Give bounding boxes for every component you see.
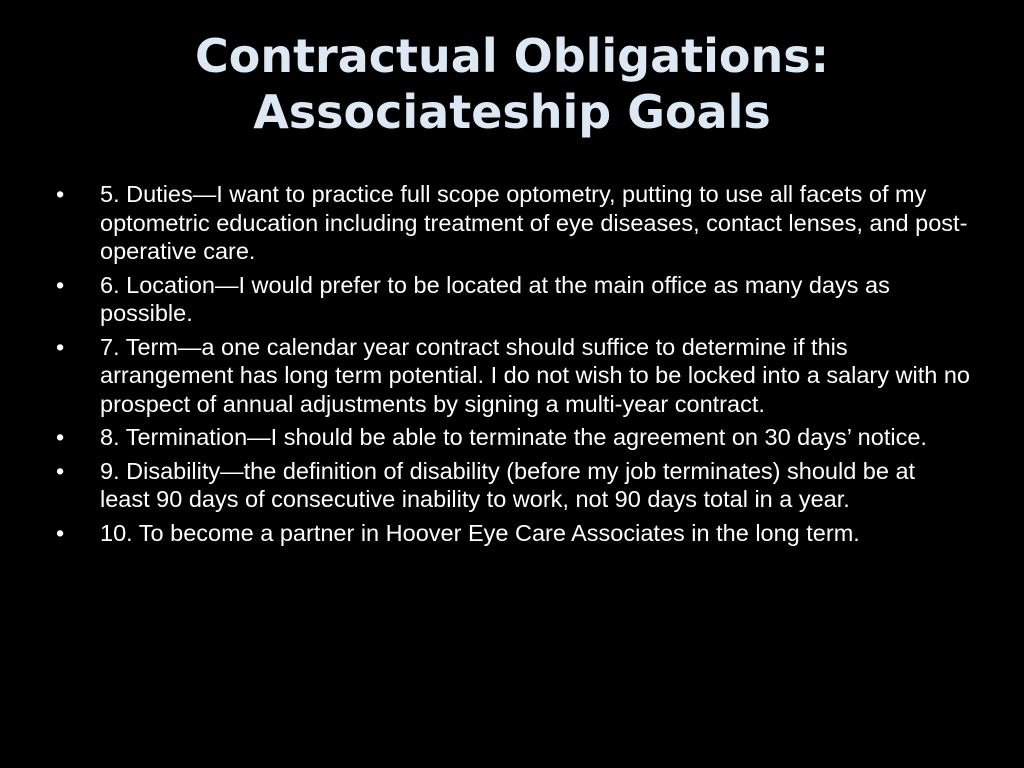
bullet-icon: • [56, 181, 65, 207]
bullet-icon: • [56, 424, 65, 450]
bullet-item-location [56, 271, 971, 328]
slide-title [0, 28, 1024, 140]
bullet-text: 5. Duties—I want to practice full scope optometry, putting to use all facets of my optometric education including treatment of eye diseases, contact lenses, and post-operative care. [100, 181, 968, 264]
bullet-item-disability [56, 457, 971, 514]
bullet-icon: • [56, 519, 65, 546]
bullet-text: 10. To become a partner in Hoover Eye Care Associates in the long term. [100, 519, 860, 546]
bullet-item-duties [56, 180, 971, 266]
bullet-list [56, 180, 971, 552]
bullet-icon: • [56, 271, 65, 298]
title-line-2: Associateship Goals [253, 85, 771, 139]
bullet-icon: • [56, 333, 65, 360]
bullet-text: 8. Termination—I should be able to terminate the agreement on 30 days’ notice. [100, 424, 927, 450]
title-line-1: Contractual Obligations: [194, 29, 830, 83]
bullet-icon: • [56, 457, 65, 484]
bullet-item-partner [56, 519, 971, 548]
bullet-text: 9. Disability—the definition of disability (before my job terminates) should be at least 90 days of consecutive inability to work, not 90 days total in a year. [100, 457, 916, 512]
bullet-text: 7. Term—a one calendar year contract should suffice to determine if this arrangement has long term potential. I do not wish to be locked into a salary with no prospect of annual adjustments by signing a multi-year contract. [100, 333, 970, 417]
bullet-item-term [56, 333, 971, 419]
bullet-text: 6. Location—I would prefer to be located at the main office as many days as possible. [100, 271, 890, 326]
bullet-item-termination [56, 423, 971, 452]
